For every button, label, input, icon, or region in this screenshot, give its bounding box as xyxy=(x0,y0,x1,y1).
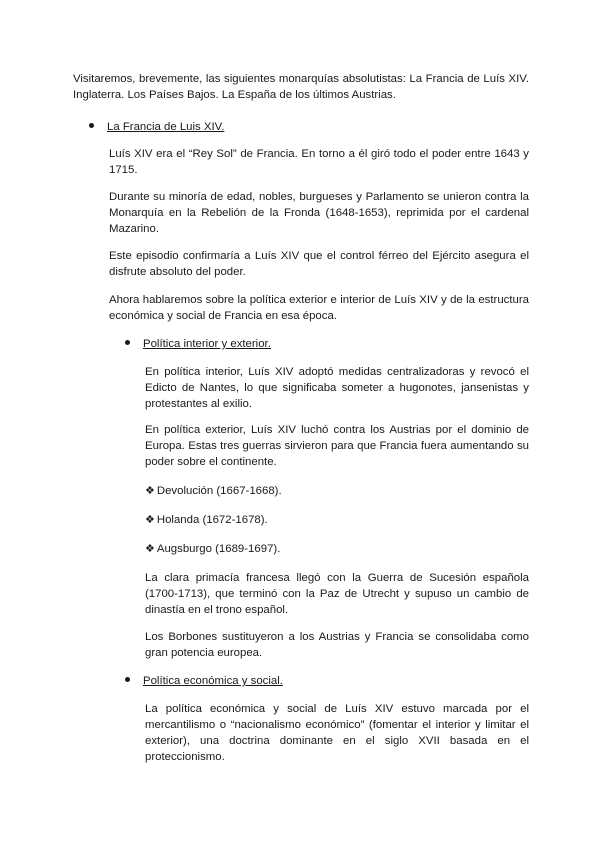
paragraph-fronda: Durante su minoría de edad, nobles, burgueses y Parlamento se unieron contra la Monarquía en la Rebelión de la Fronda (1648-1653), reprimida por el cardenal Mazarino. xyxy=(109,191,529,235)
section-heading-politica-economica xyxy=(125,673,529,689)
war-item xyxy=(145,483,529,499)
war-label: Devolución (1667-1668). xyxy=(156,485,282,497)
bullet-dot-icon xyxy=(89,123,94,128)
paragraph-politica-exterior: En política exterior, Luís XIV luchó contra los Austrias por el dominio de Europa. Estas tres guerras sirvieron para que Francia fuera aumentando su poder sobre el continente. xyxy=(145,424,529,468)
section-heading-politica-interior xyxy=(125,336,529,352)
paragraph-politica-interior: En política interior, Luís XIV adoptó medidas centralizadoras y revocó el Edicto de Nantes, lo que significaba someter a hugonotes, jansenistas y protestantes al exilio. xyxy=(145,366,529,410)
bullet-dot-icon xyxy=(125,340,130,345)
paragraph-politica-intro: Ahora hablaremos sobre la política exterior e interior de Luís XIV y de la estructura económica y social de Francia en esa época. xyxy=(109,294,529,322)
paragraph-ejercito: Este episodio confirmaría a Luís XIV que el control férreo del Ejército asegura el disfrute absoluto del poder. xyxy=(109,250,529,278)
bullet-dot-icon xyxy=(125,677,130,682)
war-label: Augsburgo (1689-1697). xyxy=(156,543,281,555)
paragraph-sucesion: La clara primacía francesa llegó con la Guerra de Sucesión española (1700-1713), que terminó con la Paz de Utrecht y supuso un cambio de dinastía en el trono español. xyxy=(145,572,529,616)
paragraph-mercantilismo: La política económica y social de Luís XIV estuvo marcada por el mercantilismo o “nacionalismo económico” (fomentar el interior y limitar el exterior), una doctrina dominante en el siglo XVII basada en el proteccionismo. xyxy=(145,703,529,763)
diamond-bullet-icon: ❖ xyxy=(145,543,155,555)
intro-paragraph: Visitaremos, brevemente, las siguientes monarquías absolutistas: La Francia de Luís XIV. Inglaterra. Los Países Bajos. La España de los últimos Austrias. xyxy=(73,73,529,101)
paragraph-borbones: Los Borbones sustituyeron a los Austrias y Francia se consolidaba como gran potencia europea. xyxy=(145,631,529,659)
heading-text: Política interior y exterior. xyxy=(143,338,271,350)
diamond-bullet-icon: ❖ xyxy=(145,514,155,526)
heading-text: La Francia de Luis XIV. xyxy=(107,121,225,133)
war-label: Holanda (1672-1678). xyxy=(156,514,268,526)
section-heading-francia xyxy=(89,119,529,135)
war-item xyxy=(145,541,529,557)
paragraph-rey-sol: Luís XIV era el “Rey Sol” de Francia. En torno a él giró todo el poder entre 1643 y 1715. xyxy=(109,148,529,176)
diamond-bullet-icon: ❖ xyxy=(145,485,155,497)
war-item xyxy=(145,512,529,528)
heading-text: Política económica y social. xyxy=(143,675,283,687)
